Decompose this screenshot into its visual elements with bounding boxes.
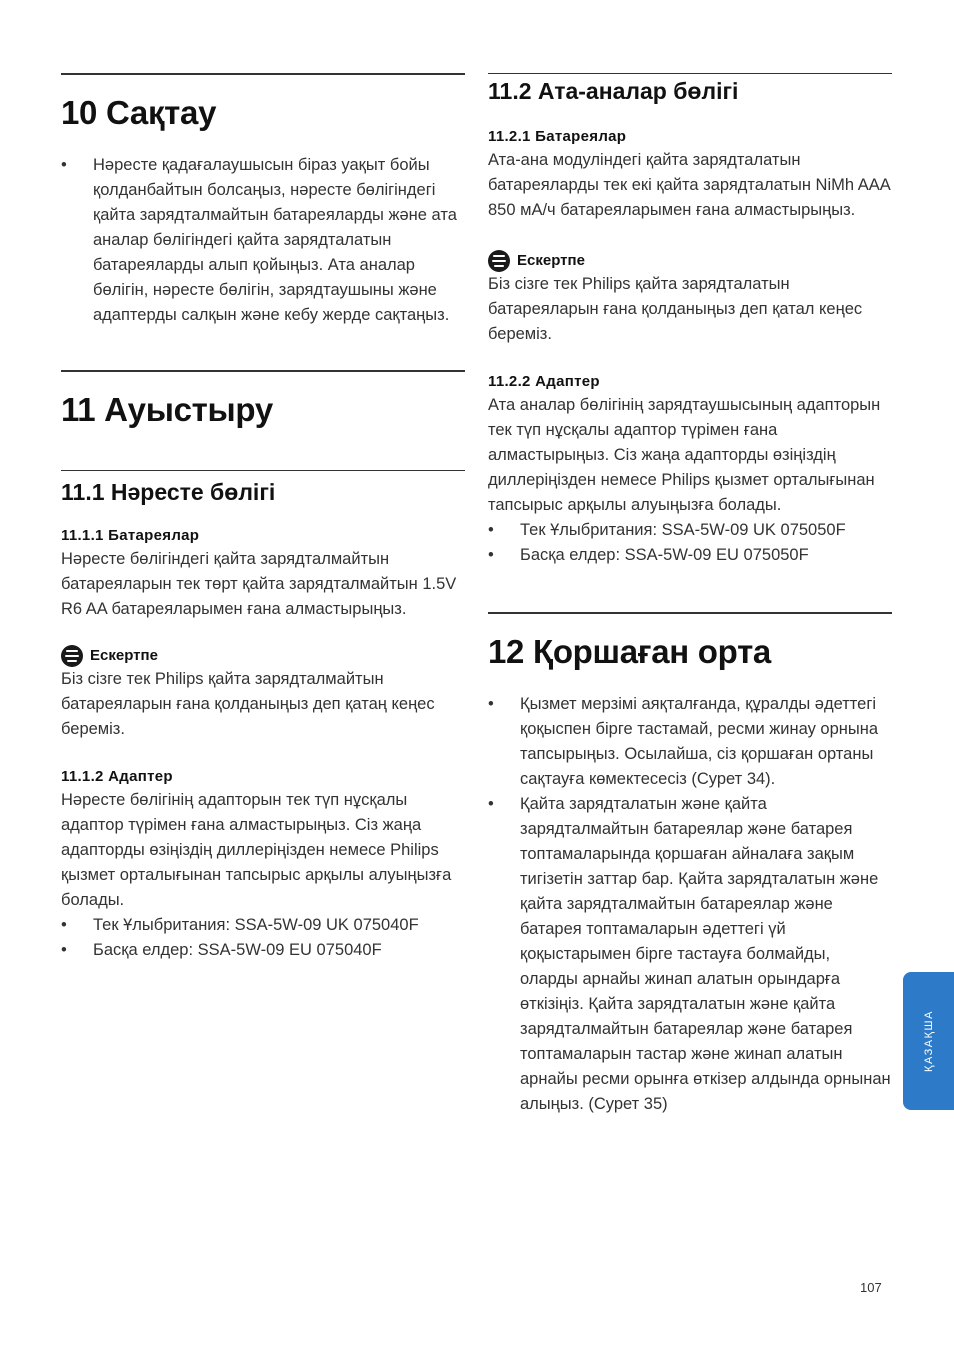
- section-divider: [61, 370, 465, 372]
- subsubsection-11-2-1-title: 11.2.1 Батареялар: [488, 128, 627, 145]
- list-item: • Қызмет мерзімі аяқталғанда, құралды әдеттегі қоқыспен бірге тастамай, ресми жинау орнына тапсырыңыз. Осылайша, сіз қоршаған ортаны сақтауға көмектесесіз (Сурет 34).: [488, 692, 892, 792]
- page-number: 107: [860, 1280, 882, 1295]
- left-column: [61, 73, 465, 963]
- note-heading: [488, 250, 892, 272]
- section-divider: [61, 73, 465, 75]
- section-10-list: [61, 153, 465, 328]
- subsubsection-11-1-1-text: Нәресте бөлігіндегі қайта зарядталмайтын батареяларын тек төрт қайта зарядталмайтын 1.5V R6 AA батареяларымен ғана алмастырыңыз.: [61, 550, 457, 618]
- note-text: Біз сізге тек Philips қайта зарядталмайтын батареяларын ғана қолданыңыз деп қатаң кеңес береміз.: [61, 670, 435, 738]
- note-text: Біз сізге тек Philips қайта зарядталатын батареяларын ғана қолданыңыз деп қатал кеңес береміз.: [488, 275, 863, 343]
- subsection-11-1-title: 11.1 Нәресте бөлігі: [61, 479, 276, 505]
- language-tab-label: ҚАЗАҚША: [922, 1010, 935, 1072]
- list-item: • Тек Ұлыбритания: SSA-5W-09 UK 075040F: [61, 913, 465, 938]
- list-item: • Қайта зарядталатын және қайта зарядталмайтын батареялар және батарея топтамаларында қоршаған айналаға зақым тигізетін заттар бар. Қайта зарядталатын және қайта зарядталмайтын батареялар және батарея топтамаларын әдеттегі үй қоқыстарымен бірге тастауға болмайды, оларды арнайы жинап алатын орындарға өткізіңіз. Қайта зарядталатын және қайта зарядталмайтын батареялар және батарея топтамаларын тастар және жинап алатын арнайы ресми орынға өткізер алдында орнынан алыңыз. (Сурет 35): [488, 792, 892, 1117]
- subsubsection-11-2-2-text: Ата аналар бөлігінің зарядтаушысының адапторын тек түп нұсқалы адаптор түрімен ғана алмастырыңыз. Сіз жаңа адапторды өзіңіздің диллеріңізден немесе Philips қызмет орталығынан тапсырыс арқылы алуыңызға болады.: [488, 396, 881, 514]
- subsubsection-11-1-2-text: Нәресте бөлігінің адапторын тек түп нұсқалы адаптор түрімен ғана алмастырыңыз. Сіз жаңа адапторды өзіңіздің диллеріңізден немесе Philips қызмет орталығынан тапсырыс арқылы алуыңызға болады.: [61, 791, 452, 909]
- list-item: • Басқа елдер: SSA-5W-09 EU 075050F: [488, 543, 892, 568]
- section-11-title: 11 Ауыстыру: [61, 391, 273, 428]
- note-icon: [488, 250, 510, 272]
- section-12-title: 12 Қоршаған орта: [488, 633, 771, 670]
- right-column: [488, 73, 892, 1117]
- note-label: Ескертпе: [517, 252, 585, 269]
- note-icon: [61, 645, 83, 667]
- subsubsection-11-1-2-title: 11.1.2 Адаптер: [61, 768, 173, 785]
- adapter-list: [61, 913, 465, 963]
- subsubsection-11-2-1-text: Ата-ана модуліндегі қайта зарядталатын батареяларды тек екі қайта зарядталатын NiMh AAA 850 мА/ч батареяларымен ғана алмастырыңыз.: [488, 151, 890, 219]
- list-item: • Тек Ұлыбритания: SSA-5W-09 UK 075050F: [488, 518, 892, 543]
- note-label: Ескертпе: [90, 647, 158, 664]
- list-item: • Басқа елдер: SSA-5W-09 EU 075040F: [61, 938, 465, 963]
- adapter-list: [488, 518, 892, 568]
- section-10-title: 10 Сақтау: [61, 94, 217, 131]
- subsubsection-11-2-2-title: 11.2.2 Адаптер: [488, 373, 600, 390]
- language-side-tab: [903, 972, 954, 1110]
- section-12-list: [488, 692, 892, 1117]
- note-heading: [61, 645, 465, 667]
- subsection-11-2-title: 11.2 Ата-аналар бөлігі: [488, 78, 739, 104]
- subsection-divider: [488, 73, 892, 74]
- list-item: • Нәресте қадағалаушысын біраз уақыт бойы қолданбайтын болсаңыз, нәресте бөлігіндегі қайта зарядталмайтын батареяларды және ата аналар бөлігіндегі қайта зарядталатын батареяларды алып қойыңыз. Ата аналар бөлігін, нәресте бөлігін, зарядтаушыны және адаптерды салқын және кебу жерде сақтаңыз.: [61, 153, 465, 328]
- section-divider: [488, 612, 892, 614]
- subsubsection-11-1-1-title: 11.1.1 Батареялар: [61, 527, 200, 544]
- subsection-divider: [61, 470, 465, 471]
